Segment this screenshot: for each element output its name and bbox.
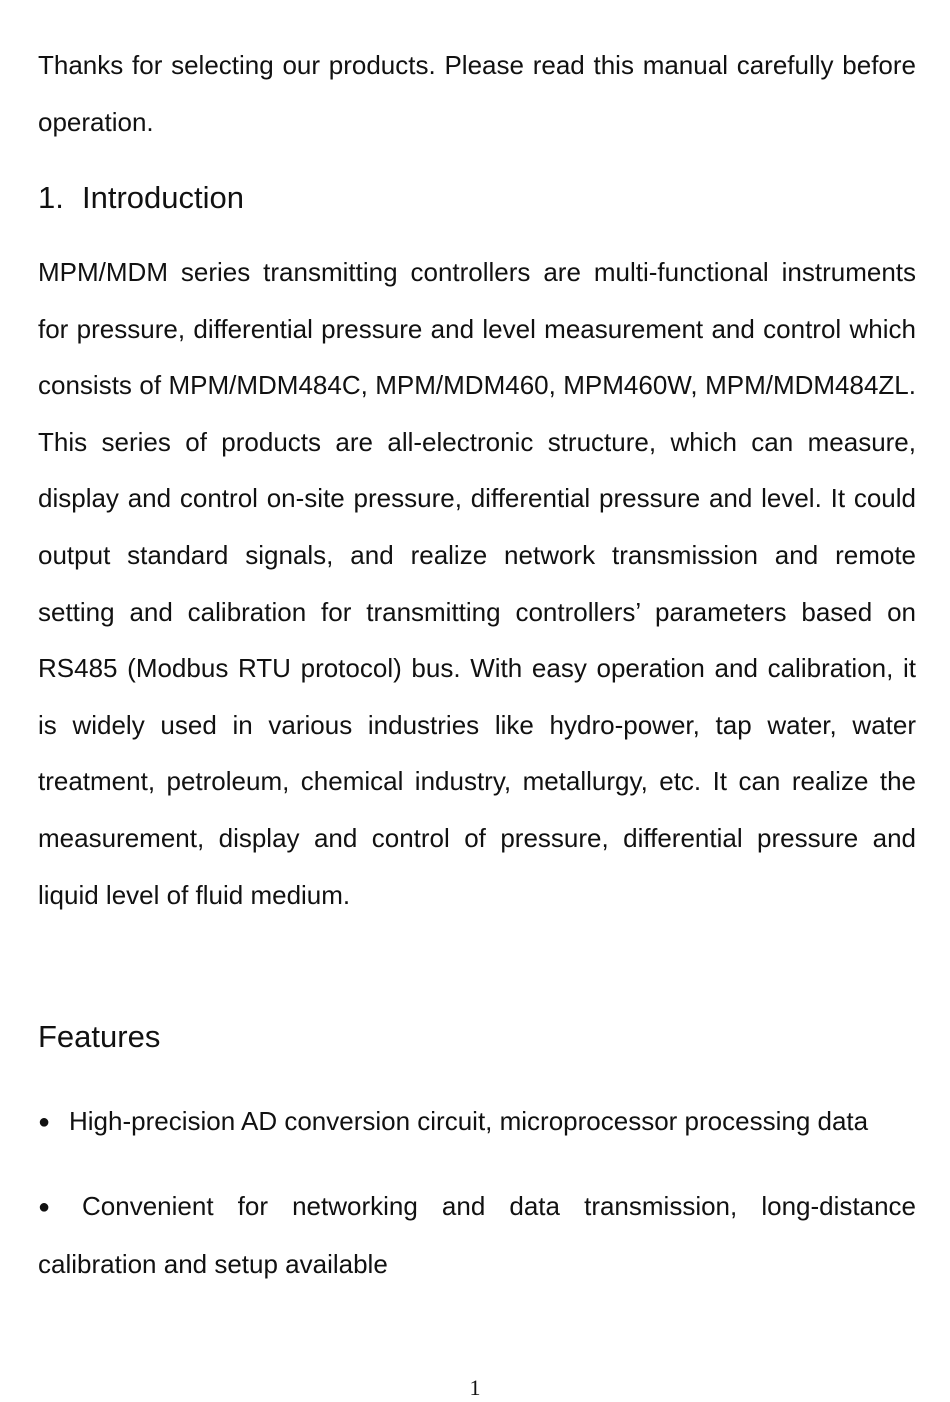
section-title: Introduction: [82, 180, 244, 215]
page-number: 1: [469, 1375, 481, 1400]
section-heading-introduction: [38, 174, 244, 222]
section-heading-features: Features: [38, 1019, 161, 1054]
feature-item: [38, 1178, 916, 1292]
feature-item-text: Convenient for networking and data transmission, long-distance calibration and setup available: [38, 1191, 916, 1279]
introduction-paragraph: MPM/MDM series transmitting controllers are multi-functional instruments for pressure, differential pressure and level measurement and control which consists of MPM/MDM484C, MPM/MDM460, MPM460W, MPM/MDM484ZL. This series of products are all-electronic structure, which can measure, display and control on-site pressure, differential pressure and level. It could output standard signals, and realize network transmission and remote setting and calibration for transmitting controllers’ parameters based on RS485 (Modbus RTU protocol) bus. With easy operation and calibration, it is widely used in various industries like hydro-power, tap water, water treatment, petroleum, chemical industry, metallurgy, etc. It can realize the measurement, display and control of pressure, differential pressure and liquid level of fluid medium.: [38, 257, 916, 910]
bullet-icon: ●: [38, 1111, 51, 1133]
section-number: 1.: [38, 180, 64, 215]
feature-item: [38, 1093, 916, 1151]
bullet-icon: ●: [38, 1196, 51, 1218]
intro-note: Thanks for selecting our products. Please read this manual carefully before operation.: [38, 50, 916, 137]
feature-item-text: High-precision AD conversion circuit, microprocessor processing data: [69, 1106, 869, 1136]
